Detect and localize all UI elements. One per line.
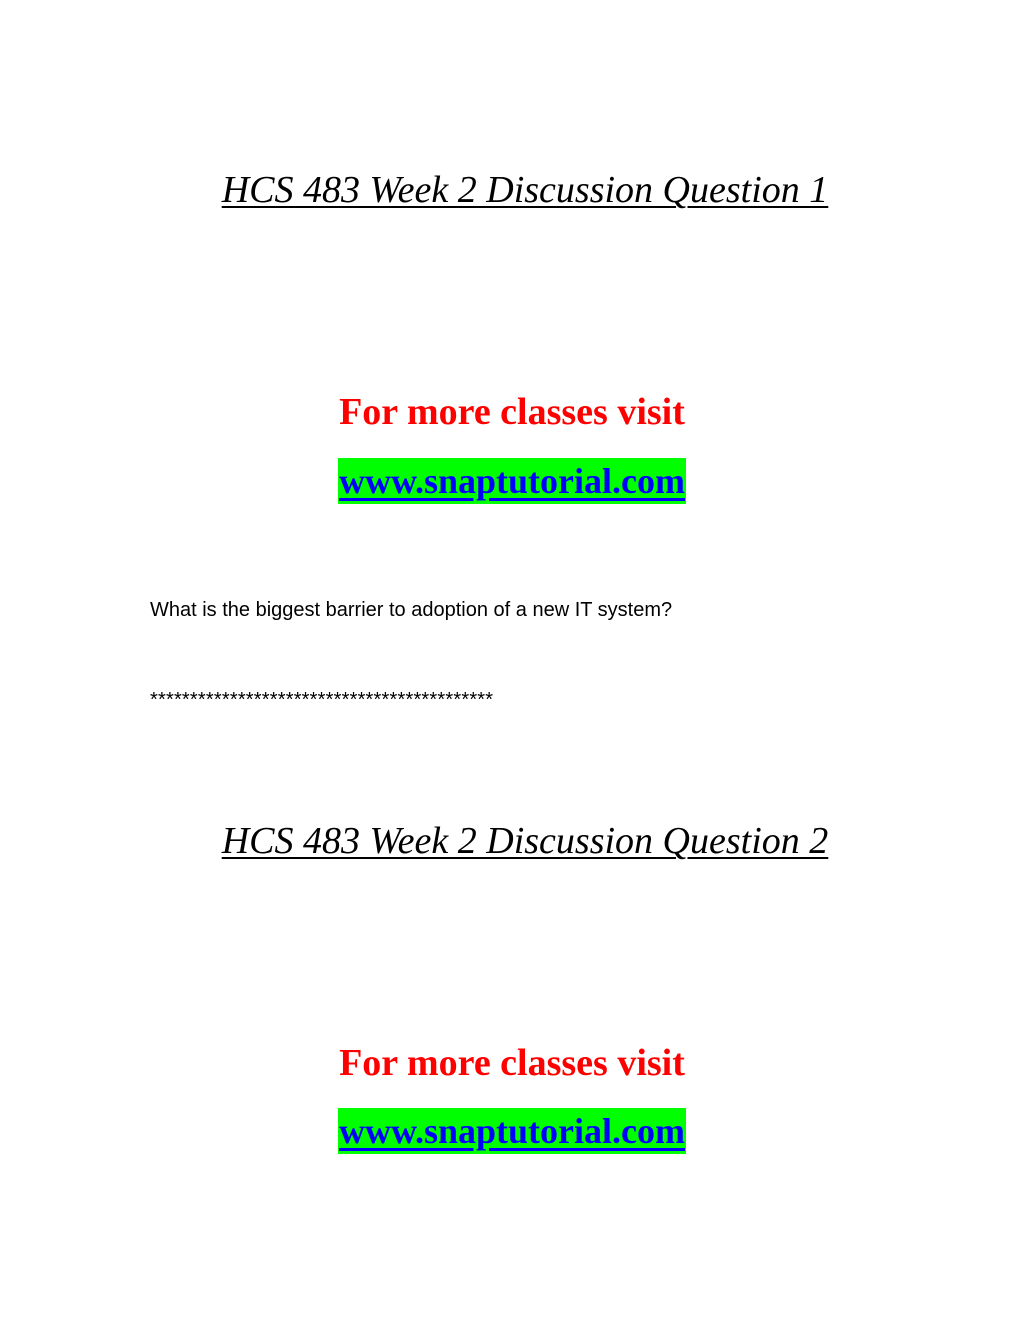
- section-2-title-text: HCS 483 Week 2 Discussion Question 2: [221, 820, 829, 862]
- question-1-text: What is the biggest barrier to adoption of a new IT system?: [150, 599, 673, 621]
- section-1-promo: For more classes visit: [339, 391, 685, 433]
- section-2-title: [0, 819, 1024, 863]
- section-2-promo: For more classes visit: [339, 1042, 685, 1084]
- section-1-title: [0, 168, 1024, 212]
- section-1-website-link[interactable]: www.snaptutorial.com: [338, 458, 686, 504]
- section-1-link-row: [0, 458, 1024, 504]
- section-2-link-row: [0, 1108, 1024, 1154]
- section-1-title-text: HCS 483 Week 2 Discussion Question 1: [221, 169, 829, 211]
- section-2-website-link[interactable]: www.snaptutorial.com: [338, 1108, 686, 1154]
- separator-stars: *******************************************: [150, 689, 494, 711]
